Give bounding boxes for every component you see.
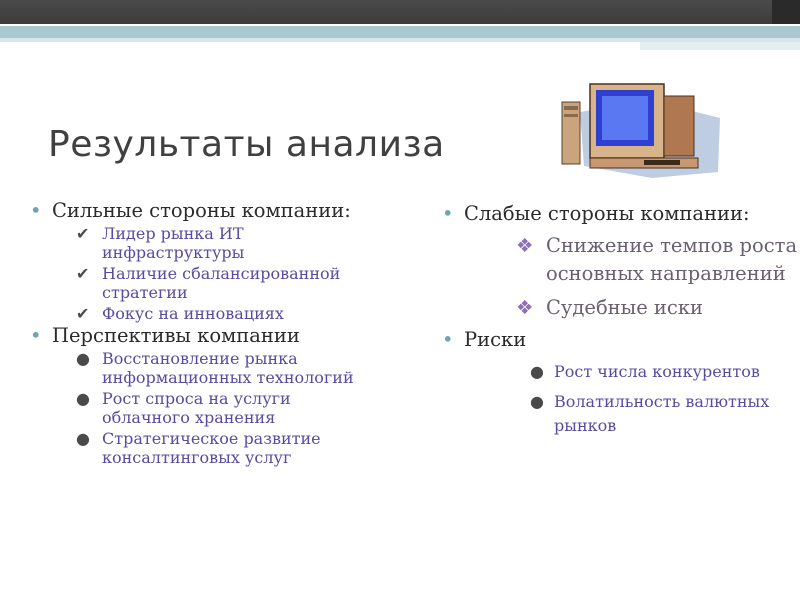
list-item-text: Стратегическое развитие консалтинговых услуг xyxy=(102,429,321,467)
list-item-text: Судебные иски xyxy=(546,296,704,319)
checkmark-icon: ✔ xyxy=(76,224,90,243)
dot-bullet-icon: ● xyxy=(76,349,90,368)
list-item xyxy=(76,224,370,262)
strengths-heading xyxy=(30,200,370,222)
dot-bullet-icon: ● xyxy=(530,362,544,381)
dot-bullet-icon: ● xyxy=(76,389,90,408)
list-item xyxy=(76,389,370,427)
strengths-list xyxy=(76,224,370,323)
prospects-list xyxy=(76,349,370,467)
risks-list xyxy=(530,360,800,438)
list-item xyxy=(76,264,370,302)
prospects-heading xyxy=(30,325,370,347)
weaknesses-list xyxy=(516,232,800,322)
checkmark-icon: ✔ xyxy=(76,264,90,283)
accent-stripe xyxy=(0,26,800,38)
list-item-text: Рост числа конкурентов xyxy=(554,362,760,381)
dot-bullet-icon: ● xyxy=(76,429,90,448)
risks-label: Риски xyxy=(464,328,527,351)
weaknesses-label: Слабые стороны компании: xyxy=(464,202,750,225)
risks-heading xyxy=(442,328,800,352)
list-item-text: Рост спроса на услуги облачного хранения xyxy=(102,389,291,427)
list-item xyxy=(516,294,800,322)
accent-stripe-tab xyxy=(640,42,800,50)
left-column xyxy=(30,198,370,469)
bullet: • xyxy=(30,199,42,222)
top-bar xyxy=(0,0,800,24)
top-bar-end xyxy=(772,0,800,24)
list-item xyxy=(76,429,370,467)
list-item-text: Фокус на инновациях xyxy=(102,304,284,323)
bullet: • xyxy=(442,202,454,225)
weaknesses-heading xyxy=(442,202,800,226)
prospects-label: Перспективы компании xyxy=(52,324,300,347)
right-column xyxy=(442,202,800,444)
list-item-text: Наличие сбалансированной стратегии xyxy=(102,264,341,302)
list-item xyxy=(516,232,800,288)
computer-illustration xyxy=(560,80,730,180)
list-item-text: Волатильность валютных рынков xyxy=(554,392,770,435)
dot-bullet-icon: ● xyxy=(530,392,544,411)
list-item xyxy=(76,349,370,387)
list-item xyxy=(530,390,800,438)
list-item xyxy=(76,304,370,323)
strengths-label: Сильные стороны компании: xyxy=(52,199,351,222)
diamond-bullet-icon: ❖ xyxy=(516,296,534,319)
diamond-bullet-icon: ❖ xyxy=(516,234,534,257)
checkmark-icon: ✔ xyxy=(76,304,90,323)
list-item xyxy=(530,360,800,384)
list-item-text: Лидер рынка ИТ инфраструктуры xyxy=(102,224,245,262)
list-item-text: Восстановление рынка информационных технологий xyxy=(102,349,354,387)
bullet: • xyxy=(30,324,42,347)
bullet: • xyxy=(442,328,454,351)
slide-title: Результаты анализа xyxy=(48,124,445,165)
list-item-text: Снижение темпов роста основных направлений xyxy=(546,234,798,285)
